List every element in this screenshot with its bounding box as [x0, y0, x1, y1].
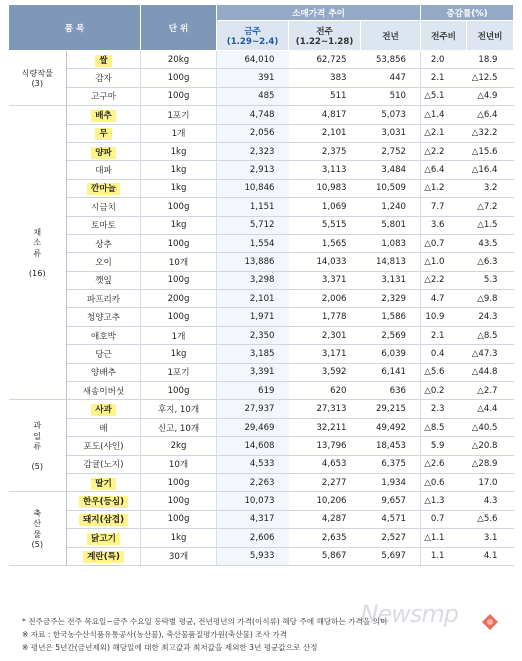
price-last-week: 2,006 — [289, 290, 361, 308]
change-vs-last-week: △1.4 — [421, 106, 467, 124]
item-name-highlighted: 한우(등심) — [79, 496, 128, 508]
price-this-week: 4,748 — [217, 106, 289, 124]
item-unit: 20kg — [141, 51, 217, 69]
table-row — [9, 326, 514, 344]
item-name: 당근 — [67, 345, 141, 363]
price-this-week: 3,298 — [217, 271, 289, 289]
table-row — [9, 510, 514, 528]
item-name: 청양고추 — [67, 308, 141, 326]
item-unit: 100g — [141, 473, 217, 491]
price-last-week: 5,515 — [289, 216, 361, 234]
change-vs-last-week: △2.2 — [421, 142, 467, 160]
table-row — [9, 308, 514, 326]
item-name-highlighted: 배추 — [91, 110, 116, 122]
table-row — [9, 547, 514, 565]
change-vs-avg-year: △2.7 — [467, 382, 514, 400]
item-name: 파프리카 — [67, 290, 141, 308]
item-unit: 100g — [141, 198, 217, 216]
price-this-week: 485 — [217, 87, 289, 105]
price-last-week: 32,211 — [289, 418, 361, 436]
price-last-week: 3,592 — [289, 363, 361, 381]
price-this-week: 2,913 — [217, 161, 289, 179]
item-name: 토마토 — [67, 216, 141, 234]
price-last-week: 2,375 — [289, 142, 361, 160]
price-last-week: 62,725 — [289, 51, 361, 69]
table-row — [9, 179, 514, 197]
item-unit: 10개 — [141, 253, 217, 271]
change-vs-avg-year: △6.4 — [467, 106, 514, 124]
price-last-week: 1,778 — [289, 308, 361, 326]
category-group — [9, 106, 67, 400]
change-vs-avg-year: △8.5 — [467, 326, 514, 344]
item-name — [67, 492, 141, 510]
change-vs-avg-year: △6.3 — [467, 253, 514, 271]
table-row — [9, 69, 514, 87]
price-table-container — [8, 4, 513, 566]
item-name: 시금치 — [67, 198, 141, 216]
item-unit: 1kg — [141, 345, 217, 363]
change-vs-last-week: △0.2 — [421, 382, 467, 400]
change-vs-last-week: 2.1 — [421, 69, 467, 87]
item-unit: 후지, 10개 — [141, 400, 217, 418]
item-name: 고구마 — [67, 87, 141, 105]
item-name — [67, 400, 141, 418]
price-last-week: 383 — [289, 69, 361, 87]
price-this-week: 10,073 — [217, 492, 289, 510]
price-this-week: 64,010 — [217, 51, 289, 69]
price-last-week: 10,206 — [289, 492, 361, 510]
item-unit: 1포기 — [141, 363, 217, 381]
change-vs-avg-year: △9.8 — [467, 290, 514, 308]
change-vs-last-week: 2.0 — [421, 51, 467, 69]
header-last-week — [289, 21, 361, 51]
change-vs-avg-year: △47.3 — [467, 345, 514, 363]
table-row — [9, 216, 514, 234]
header-change-rate: 증감률(%) — [421, 5, 514, 21]
price-this-week: 1,151 — [217, 198, 289, 216]
footnote-line: ※ 자료 : 한국농수산식품유통공사(농산물), 축산물품질평가원(축산물) 조사 가격 — [22, 630, 288, 639]
change-vs-last-week: △0.6 — [421, 473, 467, 491]
item-unit: 1포기 — [141, 106, 217, 124]
change-vs-avg-year: △4.4 — [467, 400, 514, 418]
change-vs-last-week: 1.1 — [421, 547, 467, 565]
change-vs-avg-year: 4.3 — [467, 492, 514, 510]
price-this-week: 13,886 — [217, 253, 289, 271]
change-vs-avg-year: △44.8 — [467, 363, 514, 381]
category-group-label: 축 산 물 (5) — [31, 508, 44, 549]
item-unit: 1kg — [141, 179, 217, 197]
item-name — [67, 510, 141, 528]
table-row — [9, 437, 514, 455]
item-name-highlighted: 쌀 — [95, 55, 111, 67]
change-vs-last-week: △2.1 — [421, 124, 467, 142]
change-vs-last-week: 5.9 — [421, 437, 467, 455]
price-last-week: 1,565 — [289, 234, 361, 252]
item-unit: 1kg — [141, 529, 217, 547]
price-last-week: 2,635 — [289, 529, 361, 547]
price-avg-year: 6,375 — [361, 455, 421, 473]
table-row — [9, 345, 514, 363]
item-name-highlighted: 사과 — [91, 404, 116, 416]
price-last-week: 14,033 — [289, 253, 361, 271]
item-unit: 100g — [141, 87, 217, 105]
item-unit: 1개 — [141, 124, 217, 142]
price-avg-year: 6,039 — [361, 345, 421, 363]
header-retail-trend: 소매가격 추이 — [217, 5, 421, 21]
header-vs-avg-year: 전년비 — [467, 21, 514, 51]
price-this-week: 3,391 — [217, 363, 289, 381]
change-vs-avg-year: 5.3 — [467, 271, 514, 289]
change-vs-last-week: 0.7 — [421, 510, 467, 528]
change-vs-last-week: △1.3 — [421, 492, 467, 510]
change-vs-last-week: 3.6 — [421, 216, 467, 234]
header-unit: 단 위 — [141, 5, 217, 51]
item-unit: 10개 — [141, 455, 217, 473]
change-vs-last-week: △8.5 — [421, 418, 467, 436]
change-vs-last-week: △5.1 — [421, 87, 467, 105]
item-unit: 30개 — [141, 547, 217, 565]
change-vs-avg-year: △32.2 — [467, 124, 514, 142]
category-group-label: 과 일 류 (5) — [31, 420, 44, 472]
price-avg-year: 6,141 — [361, 363, 421, 381]
table-row — [9, 142, 514, 160]
footnote-line: * 전주금주는 전주 목요일~금주 수요일 등락별 평균, 전년평년의 가격(이식류) 해당 주에 해당하는 가격을 의미 — [22, 617, 388, 626]
change-vs-last-week: 4.7 — [421, 290, 467, 308]
category-group — [9, 492, 67, 566]
price-last-week: 3,171 — [289, 345, 361, 363]
item-name-highlighted: 닭고기 — [87, 533, 120, 545]
header-avg-year: 전년 — [361, 21, 421, 51]
price-avg-year: 1,934 — [361, 473, 421, 491]
change-vs-last-week: 2.3 — [421, 400, 467, 418]
price-last-week: 2,277 — [289, 473, 361, 491]
price-last-week: 10,983 — [289, 179, 361, 197]
change-vs-avg-year: △5.6 — [467, 510, 514, 528]
change-vs-avg-year: △40.5 — [467, 418, 514, 436]
item-unit: 1kg — [141, 216, 217, 234]
price-this-week: 391 — [217, 69, 289, 87]
item-name — [67, 179, 141, 197]
change-vs-avg-year: △4.9 — [467, 87, 514, 105]
change-vs-last-week: △6.4 — [421, 161, 467, 179]
change-vs-last-week: 0.4 — [421, 345, 467, 363]
change-vs-avg-year: 4.1 — [467, 547, 514, 565]
price-this-week: 29,469 — [217, 418, 289, 436]
price-this-week: 2,101 — [217, 290, 289, 308]
item-name: 배 — [67, 418, 141, 436]
price-avg-year: 510 — [361, 87, 421, 105]
item-name — [67, 106, 141, 124]
footnotes — [22, 615, 512, 654]
change-vs-last-week: △0.7 — [421, 234, 467, 252]
price-avg-year: 2,329 — [361, 290, 421, 308]
item-unit: 1kg — [141, 161, 217, 179]
change-vs-avg-year: 24.3 — [467, 308, 514, 326]
item-unit: 200g — [141, 290, 217, 308]
price-this-week: 4,317 — [217, 510, 289, 528]
price-this-week: 27,937 — [217, 400, 289, 418]
item-unit: 100g — [141, 271, 217, 289]
price-last-week: 27,313 — [289, 400, 361, 418]
price-last-week: 5,867 — [289, 547, 361, 565]
price-last-week: 4,287 — [289, 510, 361, 528]
item-name-highlighted: 무 — [95, 128, 111, 140]
price-avg-year: 53,856 — [361, 51, 421, 69]
price-last-week: 620 — [289, 382, 361, 400]
table-row — [9, 234, 514, 252]
table-row — [9, 418, 514, 436]
change-vs-avg-year: 43.5 — [467, 234, 514, 252]
price-avg-year: 636 — [361, 382, 421, 400]
category-group — [9, 51, 67, 106]
price-this-week: 10,846 — [217, 179, 289, 197]
change-vs-avg-year: △15.6 — [467, 142, 514, 160]
table-row — [9, 51, 514, 69]
change-vs-avg-year: 17.0 — [467, 473, 514, 491]
price-last-week: 2,301 — [289, 326, 361, 344]
price-avg-year: 1,586 — [361, 308, 421, 326]
retail-price-table — [8, 4, 514, 566]
change-vs-avg-year: △28.9 — [467, 455, 514, 473]
item-name — [67, 473, 141, 491]
price-avg-year: 9,657 — [361, 492, 421, 510]
header-vs-last-week: 전주비 — [421, 21, 467, 51]
price-avg-year: 14,813 — [361, 253, 421, 271]
price-last-week: 4,653 — [289, 455, 361, 473]
price-this-week: 2,323 — [217, 142, 289, 160]
price-avg-year: 49,492 — [361, 418, 421, 436]
item-name: 감귤(노지) — [67, 455, 141, 473]
price-avg-year: 3,484 — [361, 161, 421, 179]
price-last-week: 511 — [289, 87, 361, 105]
table-row — [9, 492, 514, 510]
item-name — [67, 142, 141, 160]
item-name: 깻잎 — [67, 271, 141, 289]
item-name: 감자 — [67, 69, 141, 87]
item-name — [67, 547, 141, 565]
change-vs-last-week: 7.7 — [421, 198, 467, 216]
price-this-week: 3,185 — [217, 345, 289, 363]
price-avg-year: 2,527 — [361, 529, 421, 547]
category-group-label: 채 소 류 (16) — [28, 227, 46, 279]
last-week-label: 전주 — [316, 26, 333, 37]
item-name: 상추 — [67, 234, 141, 252]
price-avg-year: 5,073 — [361, 106, 421, 124]
table-row — [9, 455, 514, 473]
table-row — [9, 473, 514, 491]
change-vs-last-week: △2.6 — [421, 455, 467, 473]
item-unit: 1개 — [141, 326, 217, 344]
price-avg-year: 3,031 — [361, 124, 421, 142]
item-unit: 100g — [141, 234, 217, 252]
price-avg-year: 1,083 — [361, 234, 421, 252]
item-unit: 1kg — [141, 142, 217, 160]
item-name: 양배추 — [67, 363, 141, 381]
item-name: 대파 — [67, 161, 141, 179]
table-row — [9, 253, 514, 271]
category-group — [9, 400, 67, 492]
price-avg-year: 10,509 — [361, 179, 421, 197]
change-vs-avg-year: △1.5 — [467, 216, 514, 234]
change-vs-avg-year: △7.2 — [467, 198, 514, 216]
item-name: 오이 — [67, 253, 141, 271]
table-body — [9, 51, 514, 566]
change-vs-last-week: △5.6 — [421, 363, 467, 381]
price-this-week: 5,933 — [217, 547, 289, 565]
price-avg-year: 5,697 — [361, 547, 421, 565]
table-row — [9, 124, 514, 142]
item-unit: 100g — [141, 492, 217, 510]
price-avg-year: 3,131 — [361, 271, 421, 289]
table-row — [9, 271, 514, 289]
category-group-label: 식량작물 (3) — [21, 67, 54, 89]
item-name: 포도(샤인) — [67, 437, 141, 455]
table-row — [9, 529, 514, 547]
price-avg-year: 2,752 — [361, 142, 421, 160]
change-vs-avg-year: 3.1 — [467, 529, 514, 547]
change-vs-avg-year: △12.5 — [467, 69, 514, 87]
price-avg-year: 4,571 — [361, 510, 421, 528]
price-last-week: 4,817 — [289, 106, 361, 124]
price-this-week: 1,971 — [217, 308, 289, 326]
watermark-text: Newsmp — [360, 600, 458, 628]
table-row — [9, 382, 514, 400]
change-vs-avg-year: △20.8 — [467, 437, 514, 455]
price-last-week: 2,101 — [289, 124, 361, 142]
price-this-week: 2,606 — [217, 529, 289, 547]
this-week-label: 금주 — [244, 26, 261, 37]
item-name: 애호박 — [67, 326, 141, 344]
price-this-week: 2,263 — [217, 473, 289, 491]
price-this-week: 4,533 — [217, 455, 289, 473]
item-name-highlighted: 깐마늘 — [87, 183, 120, 195]
change-vs-last-week: △1.2 — [421, 179, 467, 197]
change-vs-last-week: △1.1 — [421, 529, 467, 547]
table-row — [9, 400, 514, 418]
price-last-week: 3,371 — [289, 271, 361, 289]
item-unit: 100g — [141, 69, 217, 87]
price-last-week: 13,796 — [289, 437, 361, 455]
footnote-line: ※ 평년은 5년간(금년제외) 해당일에 대한 최고값과 최저값을 제외한 3년 평균값으로 산정 — [22, 643, 318, 652]
item-name-highlighted: 딸기 — [91, 478, 116, 490]
item-unit: 신고, 10개 — [141, 418, 217, 436]
change-vs-avg-year: 3.2 — [467, 179, 514, 197]
change-vs-last-week: 2.1 — [421, 326, 467, 344]
last-week-range: (1.22~1.28) — [295, 36, 354, 47]
change-vs-avg-year: 18.9 — [467, 51, 514, 69]
price-avg-year: 447 — [361, 69, 421, 87]
item-unit: 2kg — [141, 437, 217, 455]
change-vs-last-week: △1.0 — [421, 253, 467, 271]
table-row — [9, 290, 514, 308]
price-avg-year: 2,569 — [361, 326, 421, 344]
item-name: 새송이버섯 — [67, 382, 141, 400]
item-unit: 100g — [141, 308, 217, 326]
price-this-week: 2,056 — [217, 124, 289, 142]
table-row — [9, 106, 514, 124]
item-name — [67, 124, 141, 142]
table-row — [9, 161, 514, 179]
price-this-week: 14,608 — [217, 437, 289, 455]
header-this-week — [217, 21, 289, 51]
price-this-week: 619 — [217, 382, 289, 400]
price-this-week: 5,712 — [217, 216, 289, 234]
price-last-week: 3,113 — [289, 161, 361, 179]
item-name-highlighted: 계란(특) — [83, 551, 124, 563]
table-row — [9, 87, 514, 105]
item-name — [67, 529, 141, 547]
item-name — [67, 51, 141, 69]
item-unit: 100g — [141, 382, 217, 400]
this-week-range: (1.29~2.4) — [226, 36, 279, 47]
change-vs-last-week: 10.9 — [421, 308, 467, 326]
price-this-week: 1,554 — [217, 234, 289, 252]
item-unit: 100g — [141, 510, 217, 528]
price-last-week: 1,069 — [289, 198, 361, 216]
price-avg-year: 29,215 — [361, 400, 421, 418]
change-vs-avg-year: △16.4 — [467, 161, 514, 179]
price-avg-year: 18,453 — [361, 437, 421, 455]
change-vs-last-week: △2.2 — [421, 271, 467, 289]
price-this-week: 2,350 — [217, 326, 289, 344]
price-avg-year: 5,801 — [361, 216, 421, 234]
item-name-highlighted: 양파 — [91, 147, 116, 159]
item-name-highlighted: 돼지(삼겹) — [79, 514, 128, 526]
table-row — [9, 363, 514, 381]
price-avg-year: 1,240 — [361, 198, 421, 216]
header-item: 품 목 — [9, 5, 141, 51]
table-row — [9, 198, 514, 216]
